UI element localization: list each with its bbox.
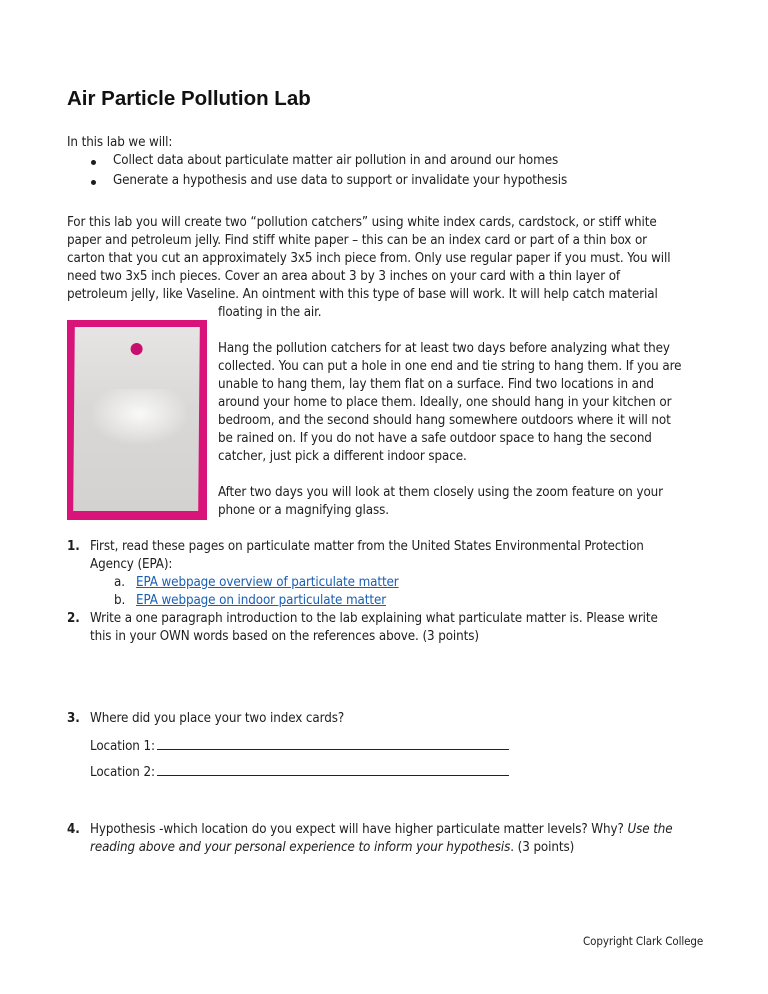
location-1-field[interactable] [90, 736, 509, 756]
location-2-blank[interactable] [157, 762, 509, 776]
question-text: First, read these pages on particulate matter from the United States Environmental Protection [90, 539, 644, 554]
location-1-blank[interactable] [157, 736, 509, 750]
paragraph-line: phone or a magnifying glass. [218, 503, 389, 518]
question-number: 1. [67, 539, 80, 554]
question-text-italic: reading above and your personal experience to inform your hypothesis [90, 840, 511, 855]
epa-overview-link[interactable]: EPA webpage overview of particulate matter [136, 575, 399, 590]
card-hole [131, 343, 143, 355]
paragraph-line: collected. You can put a hole in one end and tie string to hang them. If you are [218, 359, 682, 374]
copyright-footer: Copyright Clark College [583, 934, 704, 948]
objective-item: Collect data about particulate matter air pollution in and around our homes [113, 153, 559, 168]
paragraph-line: floating in the air. [218, 305, 322, 320]
paragraph-line: bedroom, and the second should hang somewhere outdoors where it will not [218, 413, 671, 428]
epa-indoor-link[interactable]: EPA webpage on indoor particulate matter [136, 593, 387, 608]
index-card-image [73, 327, 200, 511]
paragraph-line: paper and petroleum jelly. Find stiff white paper – this can be an index card or part of a thin box or [67, 233, 647, 248]
pollution-catcher-photo [67, 320, 207, 520]
paragraph-line: around your home to place them. Ideally, one should hang in your kitchen or [218, 395, 672, 410]
paragraph-line: After two days you will look at them closely using the zoom feature on your [218, 485, 663, 500]
question-text: this in your OWN words based on the references above. (3 points) [90, 629, 479, 644]
location-2-field[interactable] [90, 762, 509, 782]
question-number: 3. [67, 711, 80, 726]
question-text [90, 839, 574, 857]
paragraph-line: For this lab you will create two “pollution catchers” using white index cards, cardstock, or stiff white [67, 215, 657, 230]
paragraph-line: unable to hang them, lay them flat on a surface. Find two locations in and [218, 377, 654, 392]
question-text-italic: Use the [627, 822, 673, 837]
paragraph-line: catcher, just pick a different indoor space. [218, 449, 467, 464]
intro-label: In this lab we will: [67, 135, 173, 150]
question-number: 2. [67, 611, 80, 626]
question-text: Write a one paragraph introduction to the lab explaining what particulate matter is. Please write [90, 611, 658, 626]
list-marker: b. [114, 593, 126, 608]
paragraph-line: need two 3x5 inch pieces. Cover an area about 3 by 3 inches on your card with a thin layer of [67, 269, 621, 284]
bullet-icon [91, 180, 96, 185]
paragraph-line: Hang the pollution catchers for at least two days before analyzing what they [218, 341, 670, 356]
paragraph-line: be rained on. If you do not have a safe outdoor space to hang the second [218, 431, 652, 446]
petroleum-jelly-area [92, 389, 187, 444]
question-text-normal: Hypothesis -which location do you expect will have higher particulate matter levels? Why? [90, 822, 628, 837]
question-text [90, 821, 673, 839]
field-label: Location 2: [90, 765, 155, 780]
page-title: Air Particle Pollution Lab [67, 87, 311, 110]
question-text-normal: . (3 points) [510, 840, 575, 855]
list-marker: a. [114, 575, 125, 590]
paragraph-line: carton that you cut an approximately 3x5 inch piece from. Only use regular paper if you must. You will [67, 251, 671, 266]
question-number: 4. [67, 822, 80, 837]
bullet-icon [91, 160, 96, 165]
question-text: Agency (EPA): [90, 557, 173, 572]
question-text: Where did you place your two index cards? [90, 711, 345, 726]
field-label: Location 1: [90, 739, 155, 754]
objective-item: Generate a hypothesis and use data to support or invalidate your hypothesis [113, 173, 568, 188]
paragraph-line: petroleum jelly, like Vaseline. An ointment with this type of base will work. It will help catch material [67, 287, 658, 302]
